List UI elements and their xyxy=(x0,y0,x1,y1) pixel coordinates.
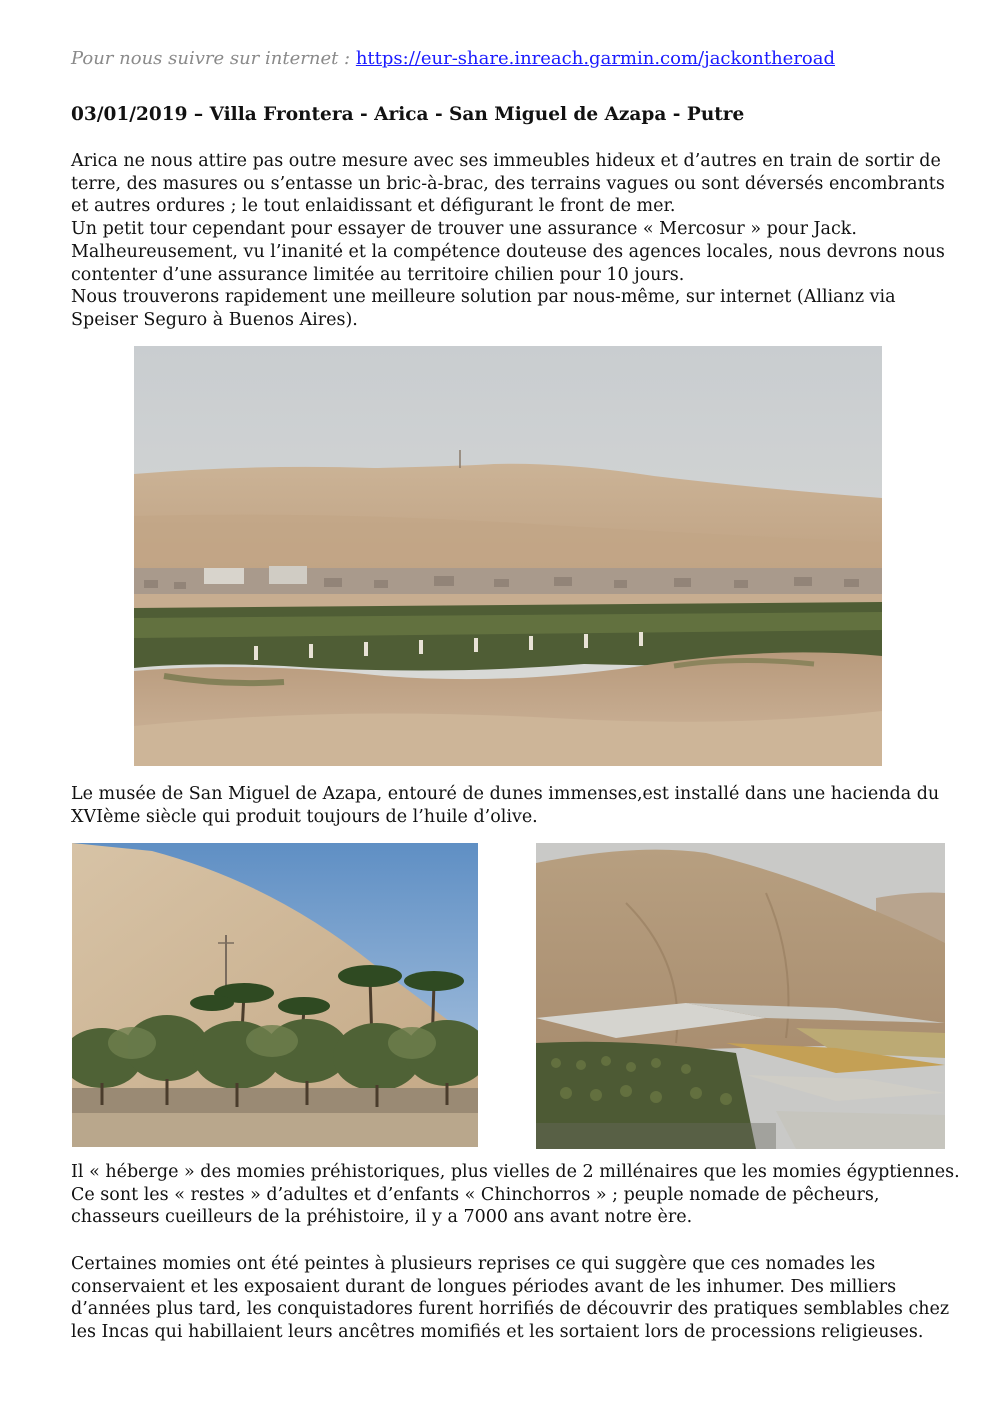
text-line: contenter d’une assurance limitée au territoire chilien pour 10 jours. xyxy=(71,264,685,285)
text-line: chasseurs cueilleurs de la préhistoire, il y a 7000 ans avant notre ère. xyxy=(71,1207,693,1228)
text-line: XVIème siècle qui produit toujours de l’huile d’olive. xyxy=(71,806,538,827)
text-line: Nous trouverons rapidement une meilleure solution par nous-même, sur internet (Allianz via xyxy=(71,287,896,308)
text-line: Il « héberge » des momies préhistoriques, plus vielles de 2 millénaires que les momies égyptiennes. xyxy=(71,1162,960,1182)
text-line: Speiser Seguro à Buenos Aires). xyxy=(71,309,358,330)
paragraph-mummies xyxy=(71,1161,960,1229)
text-line: Certaines momies ont été peintes à plusieurs reprises ce qui suggère que ces nomades les xyxy=(71,1254,876,1274)
paragraph-museum xyxy=(71,783,951,828)
text-line: Un petit tour cependant pour essayer de trouver une assurance « Mercosur » pour Jack. xyxy=(71,219,857,240)
entry-title: 03/01/2019 – Villa Frontera - Arica - San Miguel de Azapa - Putre xyxy=(71,104,745,125)
text-line: d’années plus tard, les conquistadores furent horrifiés de découvrir des pratiques semblables chez xyxy=(71,1299,950,1320)
photo-greenhouses-valley xyxy=(536,843,945,1149)
text-line: Ce sont les « restes » d’adultes et d’enfants « Chinchorros » ; peuple nomade de pêcheurs, xyxy=(71,1184,880,1205)
photo-arica-dunes-panorama xyxy=(134,346,882,766)
text-line: terre, des masures ou s’entasse un bric-à-brac, des terrains vagues ou sont déversés encombrants xyxy=(71,173,945,194)
paragraph-intro xyxy=(71,150,951,332)
follow-prefix: Pour nous suivre sur internet : xyxy=(71,48,356,69)
text-line: Le musée de San Miguel de Azapa, entouré de dunes immenses,est installé dans une hacienda du xyxy=(71,784,940,804)
text-line: Arica ne nous attire pas outre mesure avec ses immeubles hideux et d’autres en train de sortir de xyxy=(71,151,941,171)
follow-line xyxy=(71,48,835,70)
photo-olive-grove-dune xyxy=(72,843,478,1147)
tracking-link[interactable]: https://eur-share.inreach.garmin.com/jackontheroad xyxy=(355,48,836,69)
paragraph-painted-mummies xyxy=(71,1253,951,1344)
text-line: et autres ordures ; le tout enlaidissant et défigurant le front de mer. xyxy=(71,196,676,217)
text-line: conservaient et les exposaient durant de longues périodes avant de les inhumer. Des milliers xyxy=(71,1276,897,1297)
text-line: Malheureusement, vu l’inanité et la compétence douteuse des agences locales, nous devrons nous xyxy=(71,241,945,262)
text-line: les Incas qui habillaient leurs ancêtres momifiés et les sortaient lors de processions religieuses. xyxy=(71,1322,924,1343)
